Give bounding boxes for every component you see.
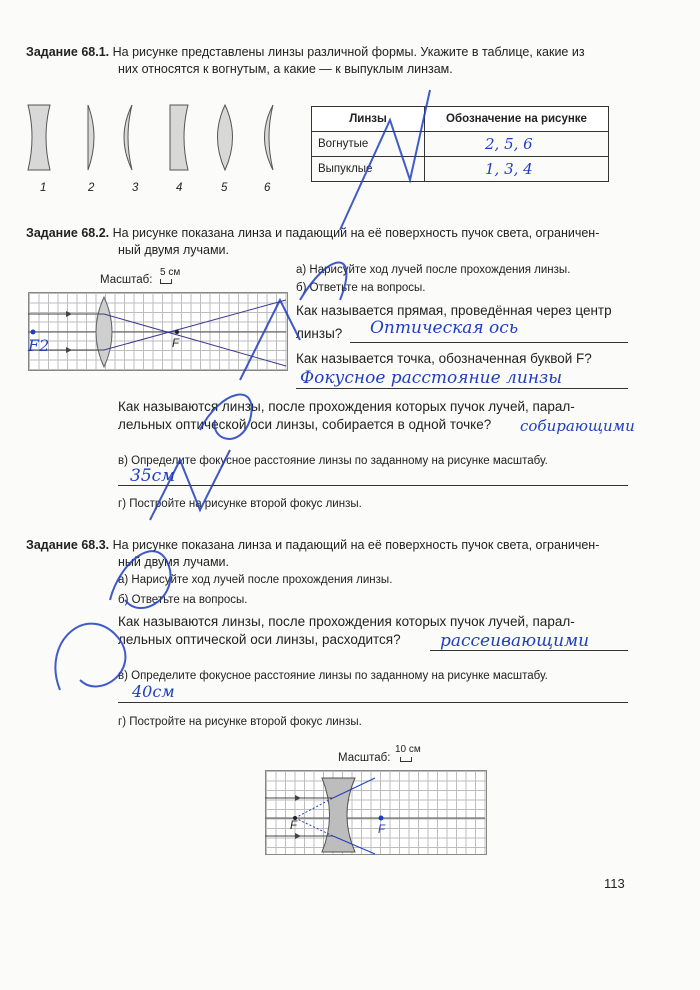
- focus-label-2: F: [172, 338, 180, 350]
- task3-item-d: г) Постройте на рисунке второй фокус линзы.: [118, 716, 362, 728]
- task-68-1-text: Задание 68.1. На рисунке представлены линзы различной формы. Укажите в таблице, какие из них относятся к вогнутым, а какие — к выпуклым линзам.: [26, 45, 585, 76]
- task2-item-c: в) Определите фокусное расстояние линзы по заданному на рисунке масштабу.: [118, 455, 548, 467]
- task3-q1: Как называются линзы, после прохождения которых пучок лучей, парал- лельных оптической оси линзы, расходится?: [118, 614, 575, 647]
- task-label: Задание 68.1.: [26, 45, 110, 59]
- page-number: 113: [604, 876, 625, 891]
- scale-label-3: Масштаб:: [338, 752, 391, 764]
- task-label: Задание 68.2.: [26, 226, 110, 240]
- handwritten-f2: F2: [28, 336, 50, 355]
- task2-item-d: г) Постройте на рисунке второй фокус линзы.: [118, 498, 362, 510]
- task2-q2: Как называется точка, обозначенная буквой F?: [296, 351, 592, 366]
- focus-label-3a: F: [290, 820, 298, 832]
- scale-label-2: Масштаб:: [100, 274, 153, 286]
- lens-table: Линзы Обозначение на рисунке Вогнутые 2, 5, 6 Выпуклые 1, 3, 4: [311, 106, 609, 182]
- task2-item-b: б) Ответьте на вопросы.: [296, 282, 426, 294]
- task-68-2-text: Задание 68.2. На рисунке показана линза и падающий на её поверхность пучок света, ограничен- ный двумя лучами.: [26, 226, 600, 257]
- task2-answer-2: Фокусное расстояние линзы: [300, 368, 563, 388]
- workbook-page: Задание 68.1. На рисунке представлены линзы различной формы. Укажите в таблице, какие из них относятся к вогнутым, а какие — к выпуклым линзам. 1 2 3 4 5 6 Линзы Обозначение на рисунке Вогнутые 2, 5, 6 Выпуклые 1, 3, 4 Задание 68.2. На рисунке показана линза и падающий на её поверхность пучок света, ограничен- ный двумя лучами. Масштаб: 5 см F F2 а) Нарисуйте ход лучей после прохождения линзы. б) Ответьте на вопросы. Как называется прямая, проведённая через центр линзы? Оптическая ось Как называется точка, обозначенная буквой F? Фокусное расстояние линзы Как называются линзы, после прохождения которых пучок лучей, парал- лельных оптической оси линзы, собирается в одной точке? собирающими в) Определите фокусное расстояние линзы по заданному на рисунке масштабу. 35см г) Постройте на рисунке второй фокус линзы. Задание 68.3. На рисунке показана линза и падающий на её поверхность пучок света, ограничен- ный двумя лучами. а) Нарисуйте ход лучей после прохождения линзы. б) Ответьте на вопросы. Как называются линзы, после прохождения которых пучок лучей, парал- лельных оптической оси линзы, расходится? рассеивающими в) Определите фокусное расстояние линзы по заданному на рисунке масштабу. 40см г) Постройте на рисунке второй фокус линзы. Масштаб: 10 см F F 113: [0, 0, 700, 990]
- task2-q3: Как называются линзы, после прохождения которых пучок лучей, парал- лельных оптической оси линзы, собирается в одной точке?: [118, 399, 575, 432]
- task2-answer-3: собирающими: [520, 417, 635, 435]
- task-label: Задание 68.3.: [26, 538, 110, 552]
- task2-q1-line2: линзы?: [296, 326, 343, 341]
- scribble-word: [110, 470, 115, 471]
- task2-answer-c: 35см: [130, 466, 176, 486]
- task3-item-b: б) Ответьте на вопросы.: [118, 594, 248, 606]
- task2-answer-1: Оптическая ось: [370, 318, 519, 338]
- task3-item-a: а) Нарисуйте ход лучей после прохождения линзы.: [118, 574, 393, 586]
- task3-item-c: в) Определите фокусное расстояние линзы по заданному на рисунке масштабу.: [118, 670, 548, 682]
- table-row: Вогнутые 2, 5, 6: [312, 132, 609, 157]
- scale-value-2: 5 см: [160, 267, 181, 278]
- task3-answer-1: рассеивающими: [440, 631, 590, 651]
- task3-answer-c: 40см: [132, 682, 175, 701]
- table-row: Выпуклые 1, 3, 4: [312, 157, 609, 182]
- task2-q1-line1: Как называется прямая, проведённая через центр: [296, 303, 612, 318]
- scale-value-3: 10 см: [395, 744, 421, 755]
- focus-label-3b: F: [378, 824, 386, 836]
- task-68-3-text: Задание 68.3. На рисунке показана линза и падающий на её поверхность пучок света, ограничен- ный двумя лучами.: [26, 538, 600, 569]
- task2-item-a: а) Нарисуйте ход лучей после прохождения линзы.: [296, 264, 571, 276]
